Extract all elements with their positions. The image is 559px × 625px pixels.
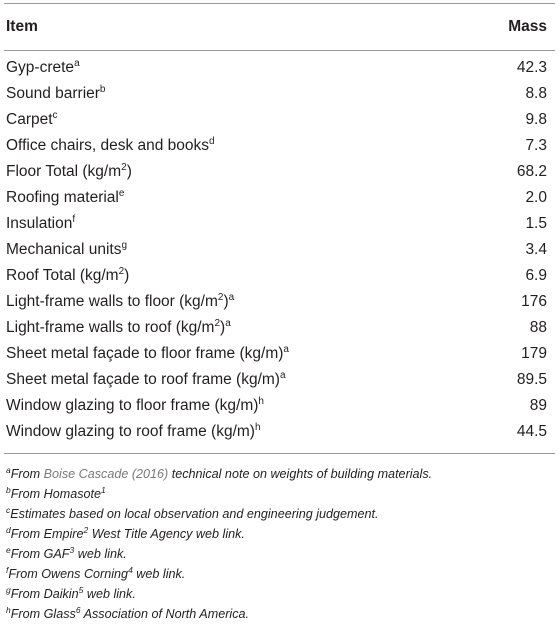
footnote — [6, 524, 555, 544]
row-item-text: Window glazing to roof frame (kg/m) — [6, 423, 255, 440]
footnote-marker: a — [279, 370, 286, 381]
footnote — [6, 604, 555, 624]
row-mass: 9.8 — [525, 111, 547, 128]
row-mass: 1.5 — [525, 215, 547, 232]
row-mass: 44.5 — [516, 423, 547, 440]
row-mass: 8.8 — [525, 85, 547, 102]
row-item-tail: ) — [220, 319, 226, 336]
footnote — [6, 564, 555, 584]
row-item — [6, 137, 215, 155]
row-item-text: Roof Total (kg/m — [6, 267, 119, 284]
reference-number: 4 — [128, 565, 133, 575]
row-item-text: Insulation — [6, 215, 73, 232]
row-mass: 68.2 — [516, 163, 547, 180]
footnote-marker: c — [52, 110, 58, 121]
footnote-marker: e — [118, 188, 125, 199]
footnote-text: From Glass — [10, 607, 76, 621]
footnote-text: From Empire — [10, 527, 84, 541]
footnote-marker: g — [121, 240, 128, 251]
unit-exponent: 2 — [214, 318, 221, 329]
row-mass: 2.0 — [525, 189, 547, 206]
table-row — [4, 341, 555, 367]
row-item-text: Window glazing to floor frame (kg/m) — [6, 397, 259, 414]
row-item — [6, 397, 264, 415]
footnote-marker: h — [254, 422, 261, 433]
row-item — [6, 293, 234, 311]
row-item-tail: ) — [223, 293, 229, 310]
footnote-mark: e — [6, 545, 11, 555]
footnote-mark: f — [6, 565, 9, 575]
reference-number: 2 — [83, 525, 89, 535]
footnote-text-tail: West Title Agency web link. — [88, 527, 245, 541]
footnote-text-tail: technical note on weights of building materials. — [168, 467, 433, 481]
row-item-tail: ) — [124, 267, 130, 284]
reference-number: 1 — [101, 485, 106, 495]
row-item — [6, 319, 231, 337]
reference-number: 3 — [69, 545, 75, 555]
table-row — [4, 237, 555, 263]
reference-number: 6 — [75, 605, 81, 615]
footnote-marker: h — [258, 396, 264, 407]
table-row — [4, 107, 555, 133]
row-item-text: Gyp-crete — [6, 59, 75, 76]
table-row — [4, 289, 555, 315]
row-item-text: Roofing material — [6, 189, 119, 206]
table-row — [4, 419, 555, 445]
footnote-mark: d — [6, 525, 11, 535]
footnote — [6, 504, 555, 524]
table-row — [4, 133, 555, 159]
row-item — [6, 59, 80, 77]
mass-table — [4, 3, 555, 624]
row-item-text: Sound barrier — [6, 85, 100, 102]
row-mass: 89.5 — [516, 371, 547, 388]
row-item-tail: ) — [126, 163, 132, 180]
footnote — [6, 464, 555, 484]
table-row — [4, 81, 555, 107]
reference-number: 5 — [78, 585, 84, 595]
row-mass: 88 — [529, 319, 547, 336]
footnote-text-tail: web link. — [83, 587, 136, 601]
row-mass: 3.4 — [525, 241, 547, 258]
footnote-text-tail: web link. — [74, 547, 127, 561]
row-mass: 42.3 — [516, 59, 547, 76]
footnote-text: Estimates based on local observation and engineering judgement. — [10, 507, 379, 521]
footnote-text-tail: Association of North America. — [80, 607, 249, 621]
footnote-marker: a — [74, 58, 80, 69]
footnote-text: From Homasote — [10, 487, 102, 501]
header-mass: Mass — [508, 18, 547, 35]
unit-exponent: 2 — [118, 266, 125, 277]
footnote-marker: b — [99, 84, 106, 95]
table-row — [4, 55, 555, 81]
table-body — [4, 51, 555, 453]
row-item-text: Mechanical units — [6, 241, 122, 258]
row-item-text: Floor Total (kg/m — [6, 163, 122, 180]
footnote-marker: f — [72, 214, 76, 225]
row-item — [6, 345, 289, 363]
footnote-mark: h — [6, 605, 11, 615]
row-item-text: Office chairs, desk and books — [6, 137, 210, 154]
row-item-text: Light-frame walls to floor (kg/m — [6, 293, 218, 310]
table-row — [4, 263, 555, 289]
footnote-text: From — [10, 467, 44, 481]
table-header — [4, 4, 555, 50]
row-item — [6, 111, 58, 129]
row-item — [6, 215, 75, 233]
row-item — [6, 163, 132, 181]
row-mass: 176 — [521, 293, 547, 310]
row-mass: 89 — [529, 397, 547, 414]
table-row — [4, 367, 555, 393]
footnotes — [4, 454, 555, 624]
footnote-marker: a — [225, 318, 231, 329]
unit-exponent: 2 — [121, 162, 127, 173]
row-item — [6, 371, 286, 389]
footnote-marker: d — [209, 136, 215, 147]
footnote-mark: c — [6, 505, 11, 515]
footnote-mark: b — [6, 485, 11, 495]
footnote — [6, 544, 555, 564]
row-mass: 179 — [521, 345, 547, 362]
table-row — [4, 185, 555, 211]
header-item: Item — [6, 18, 38, 35]
row-mass: 7.3 — [525, 137, 547, 154]
row-item — [6, 189, 124, 207]
unit-exponent: 2 — [217, 292, 224, 303]
footnote-mark: g — [6, 585, 11, 595]
table-row — [4, 315, 555, 341]
footnote — [6, 484, 555, 504]
footnote-text: From Owens Corning — [8, 567, 129, 581]
footnote-marker: a — [228, 292, 235, 303]
footnote-mark: a — [6, 465, 11, 475]
row-item — [6, 423, 261, 441]
row-mass: 6.9 — [525, 267, 547, 284]
footnote-text: From Daikin — [10, 587, 79, 601]
row-item-text: Carpet — [6, 111, 53, 128]
row-item — [6, 85, 105, 103]
row-item — [6, 241, 127, 259]
citation-link[interactable]: Boise Cascade (2016) — [43, 467, 169, 481]
footnote-text-tail: web link. — [132, 567, 186, 581]
row-item-text: Light-frame walls to roof (kg/m — [6, 319, 215, 336]
footnote — [6, 584, 555, 604]
row-item-text: Sheet metal façade to floor frame (kg/m) — [6, 345, 284, 362]
table-row — [4, 159, 555, 185]
table-row — [4, 211, 555, 237]
table-row — [4, 393, 555, 419]
footnote-text: From GAF — [10, 547, 70, 561]
row-item — [6, 267, 129, 285]
row-item-text: Sheet metal façade to roof frame (kg/m) — [6, 371, 280, 388]
footnote-marker: a — [283, 344, 289, 355]
